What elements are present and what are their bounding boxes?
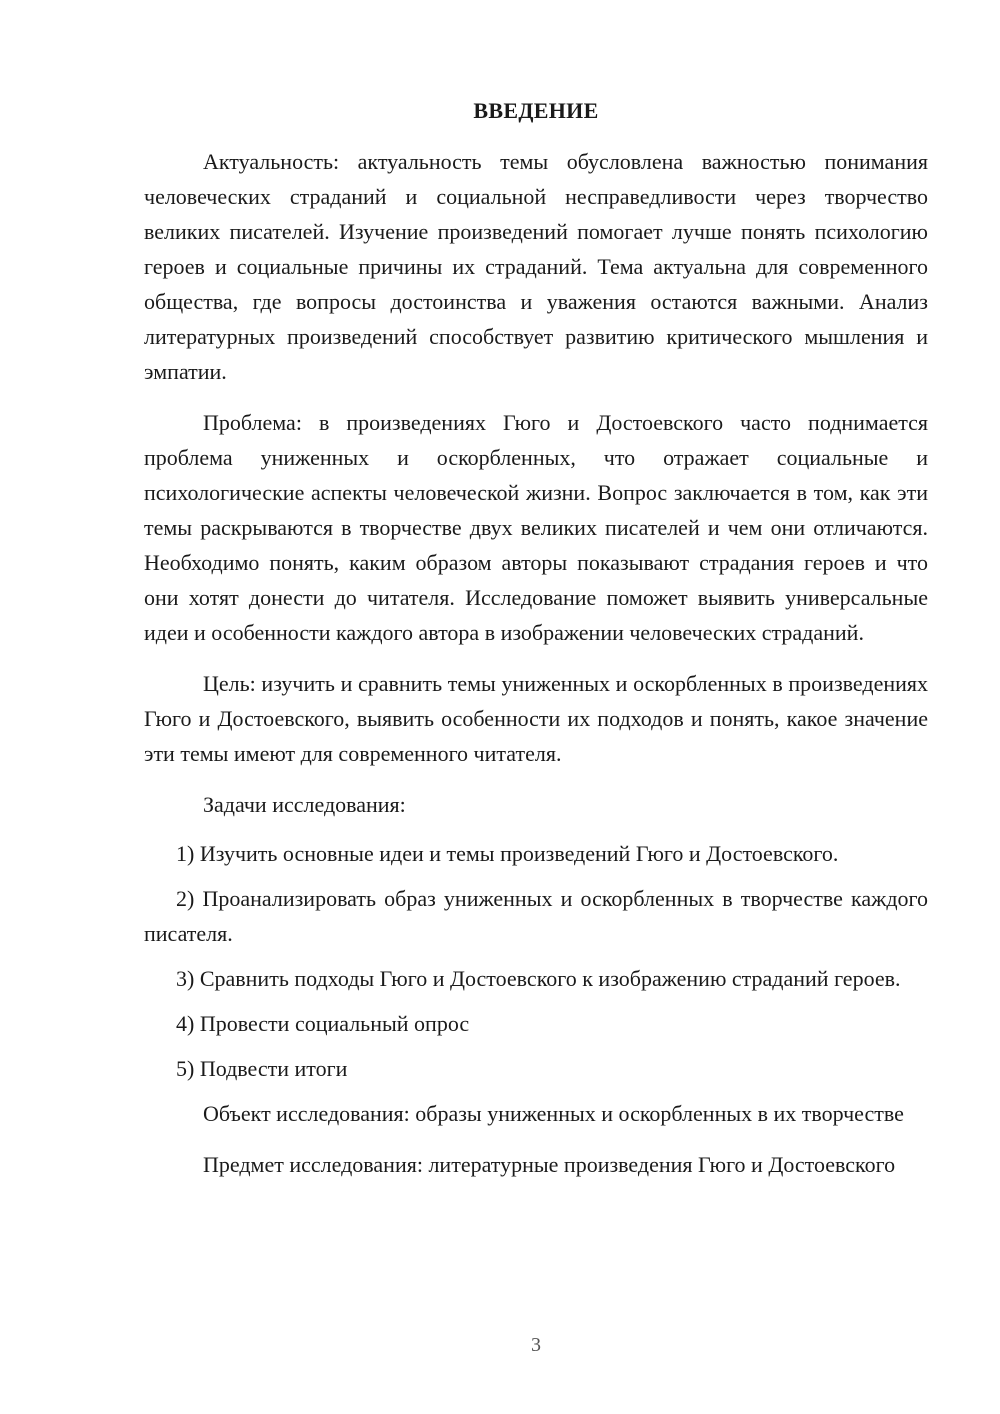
task-item: 5) Подвести итоги: [176, 1056, 348, 1081]
problem-paragraph: Проблема: в произведениях Гюго и Достоевского часто поднимается проблема униженных и оскорбленных, что отражает социальные и психологические аспекты человеческой жизни. Вопрос заключается в том, как эти темы раскрываются в творчестве двух великих писателей и чем они отличаются. Необходимо понять, каким образом авторы показывают страдания героев и что они хотят донести до читателя. Исследование поможет выявить универсальные идеи и особенности каждого автора в изображении человеческих страданий.: [144, 410, 928, 645]
task-item: 1) Изучить основные идеи и темы произведений Гюго и Достоевского.: [176, 841, 839, 866]
task-item: 3) Сравнить подходы Гюго и Достоевского к изображению страданий героев.: [176, 966, 901, 991]
tasks-heading: Задачи исследования:: [203, 792, 406, 817]
subject-paragraph: Предмет исследования: литературные произведения Гюго и Достоевского: [203, 1152, 896, 1177]
document-page: [144, 96, 928, 1198]
goal-paragraph: Цель: изучить и сравнить темы униженных и оскорбленных в произведениях Гюго и Достоевского, выявить особенности их подходов и понять, какое значение эти темы имеют для современного читателя.: [144, 671, 928, 766]
relevance-paragraph: Актуальность: актуальность темы обусловлена важностью понимания человеческих страданий и социальной несправедливости через творчество великих писателей. Изучение произведений помогает лучше понять психологию героев и социальные причины их страданий. Тема актуальна для современного общества, где вопросы достоинства и уважения остаются важными. Анализ литературных произведений способствует развитию критического мышления и эмпатии.: [144, 149, 928, 384]
task-item: 4) Провести социальный опрос: [176, 1011, 470, 1036]
object-paragraph: Объект исследования: образы униженных и оскорбленных в их творчестве: [203, 1101, 904, 1126]
task-item: 2) Проанализировать образ униженных и оскорбленных в творчестве каждого писателя.: [144, 886, 928, 946]
page-number: 3: [531, 1334, 541, 1356]
tasks-list: [144, 836, 928, 1086]
section-title: ВВЕДЕНИЕ: [473, 98, 599, 123]
